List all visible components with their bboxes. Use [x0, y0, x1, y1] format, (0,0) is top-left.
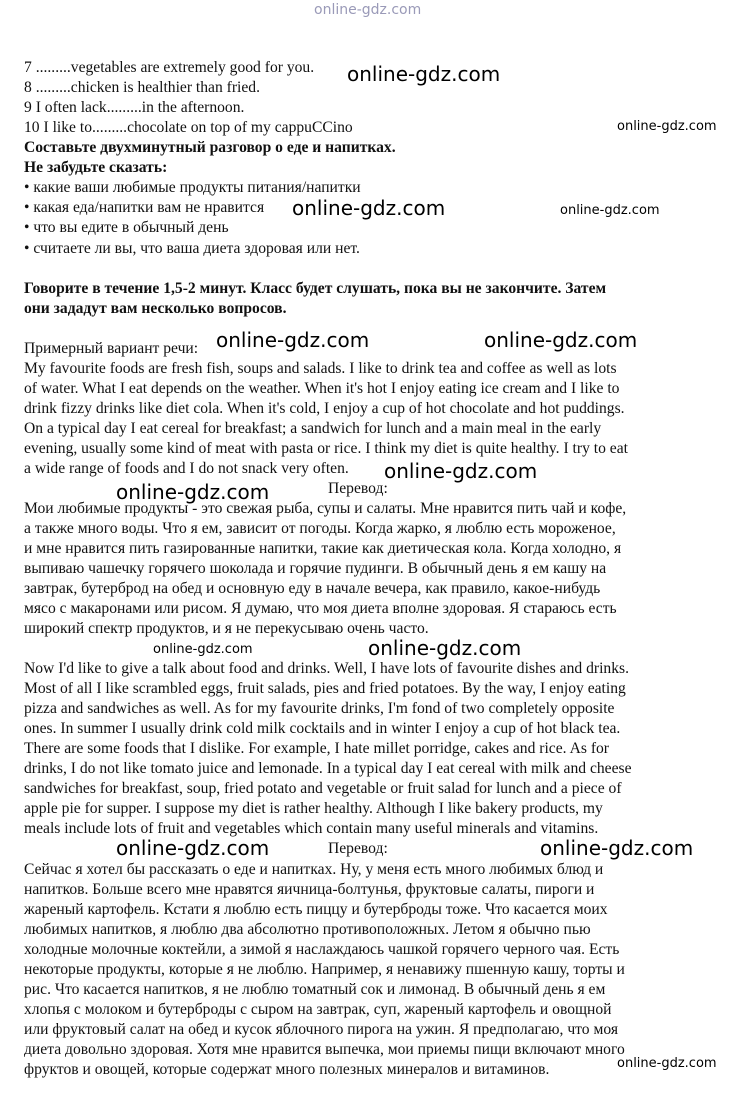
russian-line: а также много воды. Что я ем, зависит от погоды. Когда жарко, я люблю есть мороженое,	[24, 520, 616, 537]
russian-line: холодные молочные коктейли, а зимой я наслаждаюсь чашкой горячего черного чая. Есть	[24, 941, 620, 958]
english-line: drinks, I do not like tomato juice and lemonade. In a typical day I eat cereal with milk and cheese	[24, 760, 632, 777]
exercise-item-7: 7 .........vegetables are extremely good for you.	[24, 59, 315, 76]
russian-line: или фруктовый салат на обед и кусок яблочного пирога на ужин. Я предполагаю, что моя	[24, 1021, 619, 1038]
exercise-item-9: 9 I often lack.........in the afternoon.	[24, 99, 245, 116]
english-line: apple pie for supper. I suppose my diet is rather healthy. Although I like bakery products, my	[24, 800, 603, 817]
task-title: Составьте двухминутный разговор о еде и напитках.	[24, 139, 396, 156]
russian-line: любимых напитков, я люблю два абсолютно противоположных. Летом я обычно пью	[24, 921, 591, 938]
russian-line: некоторые продукты, которые я не люблю. Например, я ненавижу пшенную кашу, торты и	[24, 961, 625, 978]
watermark: online-gdz.com	[617, 1056, 717, 1071]
watermark: online-gdz.com	[292, 196, 446, 220]
russian-line: Сейчас я хотел бы рассказать о еде и напитках. Ну, у меня есть много любимых блюд и	[24, 861, 604, 878]
task-bullet: • считаете ли вы, что ваша диета здоровая или нет.	[24, 240, 360, 257]
exercise-item-8: 8 .........chicken is healthier than fried.	[24, 79, 260, 96]
russian-line: завтрак, бутерброд на обед и основную еду в начале вечера, как правило, какое-нибудь	[24, 580, 601, 597]
watermark: online-gdz.com	[116, 836, 270, 860]
english-line: On a typical day I eat cereal for breakfast; a sandwich for lunch and a main meal in the early	[24, 420, 602, 437]
russian-line: рис. Что касается напитков, я не люблю томатный сок и лимонад. В обычный день я ем	[24, 981, 606, 998]
watermark: online-gdz.com	[384, 459, 538, 483]
task-remember: Не забудьте сказать:	[24, 159, 168, 176]
watermark: online-gdz.com	[153, 642, 253, 657]
english-line: There are some foods that I dislike. For example, I hate millet porridge, cakes and rice. As for	[24, 740, 610, 757]
task-bullet: • какие ваши любимые продукты питания/напитки	[24, 179, 361, 196]
english-line: a wide range of foods and I do not snack very often.	[24, 460, 349, 477]
russian-line: Мои любимые продукты - это свежая рыба, супы и салаты. Мне нравится пить чай и кофе,	[24, 500, 627, 517]
exercise-item-10: 10 I like to.........chocolate on top of my cappuCCino	[24, 119, 353, 136]
english-line: evening, usually some kind of meat with pasta or rice. I think my diet is quite healthy. I try to eat	[24, 440, 628, 457]
russian-line: выпиваю чашечку горячего шоколада и горячие пудинги. В обычный день я ем кашу на	[24, 560, 607, 577]
russian-line: широкий спектр продуктов, и я не перекусываю очень часто.	[24, 620, 429, 637]
watermark: online-gdz.com	[617, 119, 717, 134]
russian-line: жареный картофель. Кстати я люблю есть пиццу и бутерброды тоже. Что касается моих	[24, 901, 608, 918]
task-bullet: • какая еда/напитки вам не нравится	[24, 199, 265, 216]
watermark: online-gdz.com	[560, 203, 660, 218]
watermark: online-gdz.com	[540, 836, 694, 860]
task-instruction: они зададут вам несколько вопросов.	[24, 300, 287, 317]
watermark: online-gdz.com	[216, 328, 370, 352]
watermark: online-gdz.com	[116, 480, 270, 504]
english-line: sandwiches for breakfast, soup, fried potato and vegetable or fruit salad for lunch and a piece of	[24, 780, 622, 797]
sample-label: Примерный вариант речи:	[24, 340, 199, 357]
russian-line: хлопья с молоком и бутерброды с сыром на завтрак, суп, жареный картофель и овощной	[24, 1001, 612, 1018]
translation-label: Перевод:	[328, 480, 388, 497]
english-line: Now I'd like to give a talk about food and drinks. Well, I have lots of favourite dishes and drinks.	[24, 660, 629, 677]
watermark-top: online-gdz.com	[314, 2, 422, 18]
english-line: ones. In summer I usually drink cold milk cocktails and in winter I enjoy a cup of hot black tea.	[24, 720, 621, 737]
english-line: of water. What I eat depends on the weather. When it's hot I enjoy eating ice cream and I like to	[24, 380, 620, 397]
english-line: My favourite foods are fresh fish, soups and salads. I like to drink tea and coffee as well as lots	[24, 360, 617, 377]
english-line: meals include lots of fruit and vegetables which contain many useful minerals and vitamins.	[24, 820, 599, 837]
english-line: Most of all I like scrambled eggs, fruit salads, pies and fried potatoes. By the way, I enjoy eating	[24, 680, 626, 697]
english-line: pizza and sandwiches as well. As for my favourite drinks, I'm fond of two completely opposite	[24, 700, 615, 717]
translation-label: Перевод:	[328, 840, 388, 857]
watermark: online-gdz.com	[347, 62, 501, 86]
task-instruction: Говорите в течение 1,5-2 минут. Класс будет слушать, пока вы не закончите. Затем	[24, 280, 607, 297]
russian-line: диета довольно здоровая. Хотя мне нравится выпечка, мои приемы пищи включают много	[24, 1041, 625, 1058]
russian-line: и мне нравится пить газированные напитки, такие как диетическая кола. Когда холодно, я	[24, 540, 622, 557]
english-line: drink fizzy drinks like diet cola. When it's cold, I enjoy a cup of hot chocolate and hot puddings.	[24, 400, 625, 417]
russian-line: напитков. Больше всего мне нравятся яичница-болтунья, фруктовые салаты, пироги и	[24, 881, 595, 898]
watermark: online-gdz.com	[368, 636, 522, 660]
task-bullet: • что вы едите в обычный день	[24, 219, 229, 236]
watermark: online-gdz.com	[484, 328, 638, 352]
russian-line: мясо с макаронами или рисом. Я думаю, что моя диета вполне здоровая. Я стараюсь есть	[24, 600, 617, 617]
russian-line: фруктов и овощей, которые содержат много полезных минералов и витаминов.	[24, 1061, 550, 1078]
